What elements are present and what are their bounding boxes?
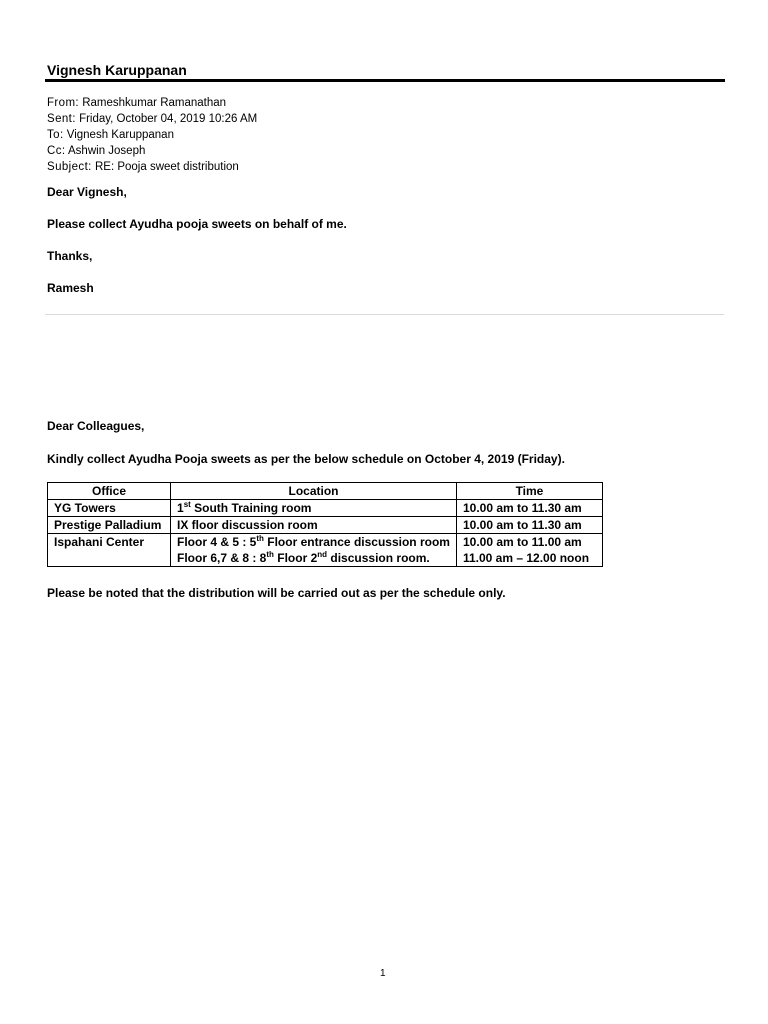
mailbox-owner-name: Vignesh Karuppanan (47, 62, 187, 78)
from-row (47, 95, 257, 111)
cc-value: Ashwin Joseph (68, 145, 146, 157)
subject-row (47, 159, 257, 175)
column-header-office: Office (48, 483, 171, 500)
location-line (177, 534, 450, 550)
location-text: Floor 4 & 5 : 5 (177, 535, 257, 549)
intro-suffix: . (561, 452, 565, 466)
to-label: To: (47, 129, 64, 141)
subject-value: RE: Pooja sweet distribution (94, 161, 239, 173)
column-header-time: Time (456, 483, 602, 500)
time-cell (456, 534, 602, 567)
location-text: Floor entrance discussion room (263, 535, 450, 549)
table-row (48, 534, 603, 567)
reply-greeting: Dear Vignesh, (47, 185, 127, 199)
column-header-location: Location (171, 483, 457, 500)
to-value: Vignesh Karuppanan (66, 129, 174, 141)
intro-date: October 4, 2019 (Friday) (424, 452, 562, 466)
original-body (47, 418, 565, 484)
schedule-table (47, 482, 603, 567)
message-separator (45, 314, 724, 315)
from-value: Rameshkumar Ramanathan (82, 97, 227, 109)
subject-label: Subject: (47, 161, 92, 173)
sent-label: Sent: (47, 113, 76, 125)
table-row (48, 500, 603, 517)
location-line (177, 550, 450, 566)
reply-closing: Thanks, (47, 249, 93, 263)
table-header-row (48, 483, 603, 500)
sent-value: Friday, October 04, 2019 10:26 AM (79, 113, 258, 125)
schedule-note: Please be noted that the distribution will be carried out as per the schedule only. (47, 586, 506, 600)
cc-row (47, 143, 257, 159)
time-cell: 10.00 am to 11.30 am (456, 500, 602, 517)
reply-signature: Ramesh (47, 281, 94, 295)
original-greeting: Dear Colleagues, (47, 419, 145, 433)
reply-body (47, 184, 347, 312)
location-cell (171, 534, 457, 567)
location-text: discussion room. (327, 551, 430, 565)
from-label: From: (47, 97, 80, 109)
time-line: 10.00 am to 11.00 am (462, 535, 582, 549)
office-cell: YG Towers (48, 500, 171, 517)
sent-row (47, 111, 257, 127)
location-text: 1 (177, 501, 184, 515)
header-rule (45, 79, 725, 82)
ordinal-suffix: th (256, 534, 264, 543)
email-headers (47, 95, 257, 175)
reply-message: Please collect Ayudha pooja sweets on behalf of me. (47, 217, 347, 231)
location-text: Floor 6,7 & 8 : 8 (177, 551, 267, 565)
time-line: 11.00 am – 12.00 noon (462, 551, 590, 565)
location-text: South Training room (190, 501, 312, 515)
ordinal-suffix: th (266, 550, 274, 559)
ordinal-suffix: st (183, 500, 191, 509)
office-cell: Prestige Palladium (48, 517, 171, 534)
time-cell: 10.00 am to 11.30 am (456, 517, 602, 534)
original-intro (47, 451, 565, 467)
to-row (47, 127, 257, 143)
office-cell: Ispahani Center (48, 534, 171, 567)
table-row (48, 517, 603, 534)
cc-label: Cc: (47, 145, 66, 157)
location-text: Floor 2 (273, 551, 318, 565)
intro-prefix: Kindly collect Ayudha Pooja sweets as per the below schedule on (47, 452, 425, 466)
page-number: 1 (380, 968, 386, 979)
location-cell: IX floor discussion room (171, 517, 457, 534)
ordinal-suffix: nd (317, 550, 328, 559)
location-cell (171, 500, 457, 517)
